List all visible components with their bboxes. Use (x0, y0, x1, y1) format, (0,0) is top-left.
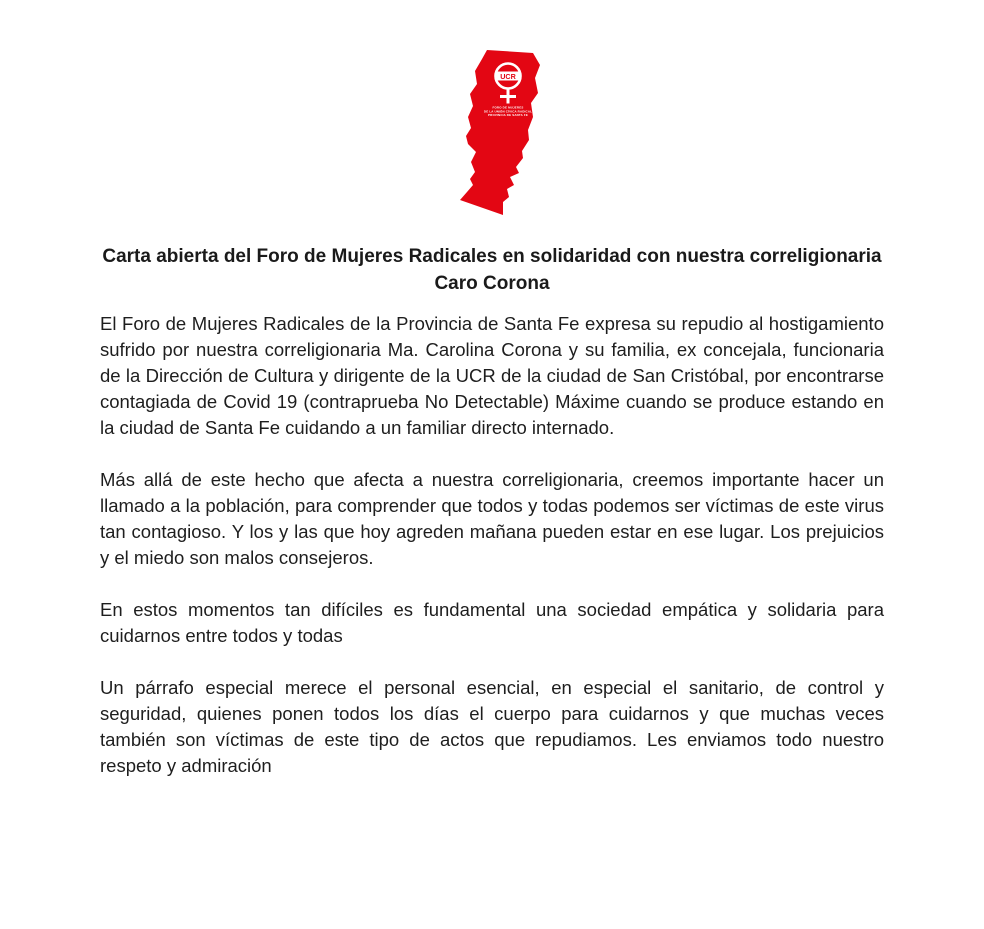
letter-body (100, 311, 884, 805)
foro-mujeres-radicales-logo-icon (445, 45, 555, 225)
ucr-emblem-label: UCR (500, 72, 516, 81)
letter-paragraph: Un párrafo especial merece el personal esencial, en especial el sanitario, de control y seguridad, quienes ponen todos los días el cuerpo para cuidarnos y que muchas veces también son víctimas de este tipo de actos que repudiamos. Les enviamos todo nuestro respeto y admiración (100, 677, 884, 776)
letter-paragraph: En estos momentos tan difíciles es fundamental una sociedad empática y solidaria para cuidarnos entre todos y todas (100, 599, 884, 646)
logo-caption-line: PROVINCIA DE SANTA FE (488, 113, 528, 118)
letter-paragraph: El Foro de Mujeres Radicales de la Provincia de Santa Fe expresa su repudio al hostigamiento sufrido por nuestra correligionaria Ma. Carolina Corona y su familia, ex concejala, funcionaria de la Dirección de Cultura y dirigente de la UCR de la ciudad de San Cristóbal, por encontrarse contagiada de Covid 19 (contraprueba No Detectable) Máxime cuando se produce estando en la ciudad de Santa Fe cuidando a un familiar directo internado. (100, 313, 884, 438)
letter-title: Carta abierta del Foro de Mujeres Radicales en solidaridad con nuestra correligionaria Caro Corona (102, 246, 882, 294)
logo-caption-line: FORO DE MUJERES (492, 105, 524, 110)
logo-caption-line: DE LA UNIÓN CÍVICA RADICAL (483, 109, 533, 114)
letter-paragraph: Más allá de este hecho que afecta a nuestra correligionaria, creemos importante hacer un llamado a la población, para comprender que todos y todas podemos ser víctimas de este virus tan contagioso. Y los y las que hoy agreden mañana pueden estar en ese lugar. Los prejuicios y el miedo son malos consejeros. (100, 469, 884, 568)
